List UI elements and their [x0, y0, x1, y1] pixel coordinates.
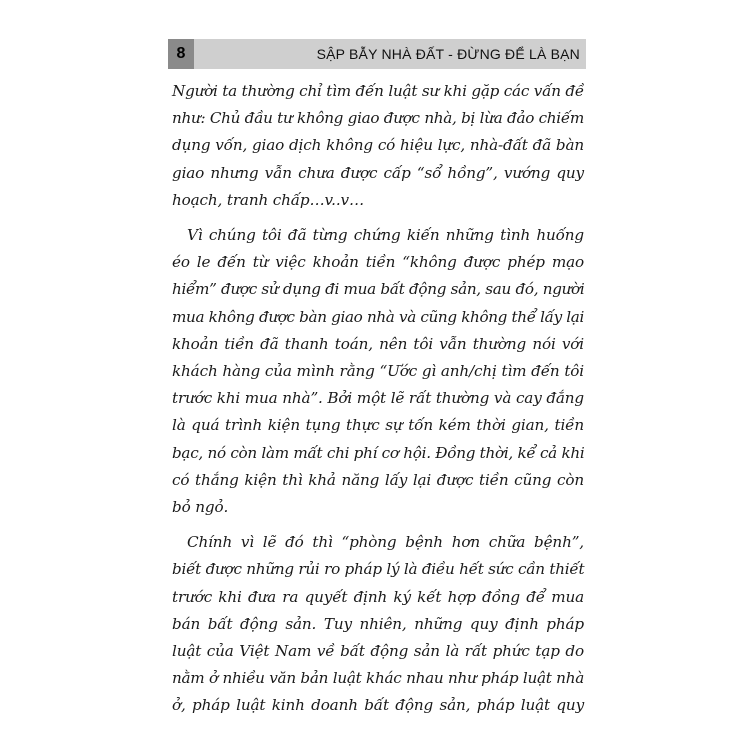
body-text: [172, 78, 584, 728]
paragraph-3: [172, 529, 584, 719]
paragraph-2: [172, 222, 584, 521]
text-line: biết được những rủi ro pháp lý là điều hết sức cần thiết: [172, 560, 585, 579]
book-title-header: SẬP BẪY NHÀ ĐẤT - ĐỪNG ĐỂ LÀ BẠN: [316, 46, 580, 62]
text-line: ở, pháp luật kinh doanh bất động sản, pháp luật quy: [172, 696, 584, 715]
text-line: Vì chúng tôi đã từng chứng kiến những tình huống: [187, 226, 584, 245]
running-header: [168, 39, 586, 69]
text-line: nằm ở nhiều văn bản luật khác nhau như pháp luật nhà: [172, 669, 585, 688]
text-line: khoản tiền đã thanh toán, nên tôi vẫn thường nói với: [172, 334, 584, 353]
text-line: bỏ ngỏ.: [172, 498, 229, 517]
text-line: khách hàng của mình rằng “Ước gì anh/chị tìm đến tôi: [172, 362, 584, 381]
text-line: Người ta thường chỉ tìm đến luật sư khi gặp các vấn đề: [172, 82, 584, 100]
text-line: bán bất động sản. Tuy nhiên, những quy định pháp: [172, 614, 584, 633]
text-line: giao nhưng vẫn chưa được cấp “sổ hồng”, vướng quy: [172, 163, 584, 182]
text-line: trước khi mua nhà”. Bởi một lẽ rất thường và cay đắng: [172, 389, 584, 408]
text-line: hiểm” được sử dụng đi mua bất động sản, sau đó, người: [172, 280, 585, 299]
paragraph-1: [172, 78, 584, 214]
text-line: như: Chủ đầu tư không giao được nhà, bị lừa đảo chiếm: [172, 109, 584, 128]
text-line: có thắng kiện thì khả năng lấy lại được tiền cũng còn: [172, 470, 584, 489]
text-line: hoạch, tranh chấp…v..v…: [172, 190, 364, 209]
text-line: éo le đến từ việc khoản tiền “không được phép mạo: [172, 253, 584, 272]
text-line: bạc, nó còn làm mất chi phí cơ hội. Đồng thời, kể cả khi: [172, 443, 585, 462]
text-line: dụng vốn, giao dịch không có hiệu lực, nhà-đất đã bàn: [172, 136, 584, 155]
text-line: Chính vì lẽ đó thì “phòng bệnh hơn chữa bệnh”,: [187, 533, 584, 552]
page-number: 8: [168, 39, 194, 69]
text-line: trước khi đưa ra quyết định ký kết hợp đồng để mua: [172, 587, 584, 606]
text-line: mua không được bàn giao nhà và cũng không thể lấy lại: [172, 307, 584, 326]
text-line: luật của Việt Nam về bất động sản là rất phức tạp do: [172, 642, 584, 661]
text-line: là quá trình kiện tụng thực sự tốn kém thời gian, tiền: [172, 416, 584, 435]
